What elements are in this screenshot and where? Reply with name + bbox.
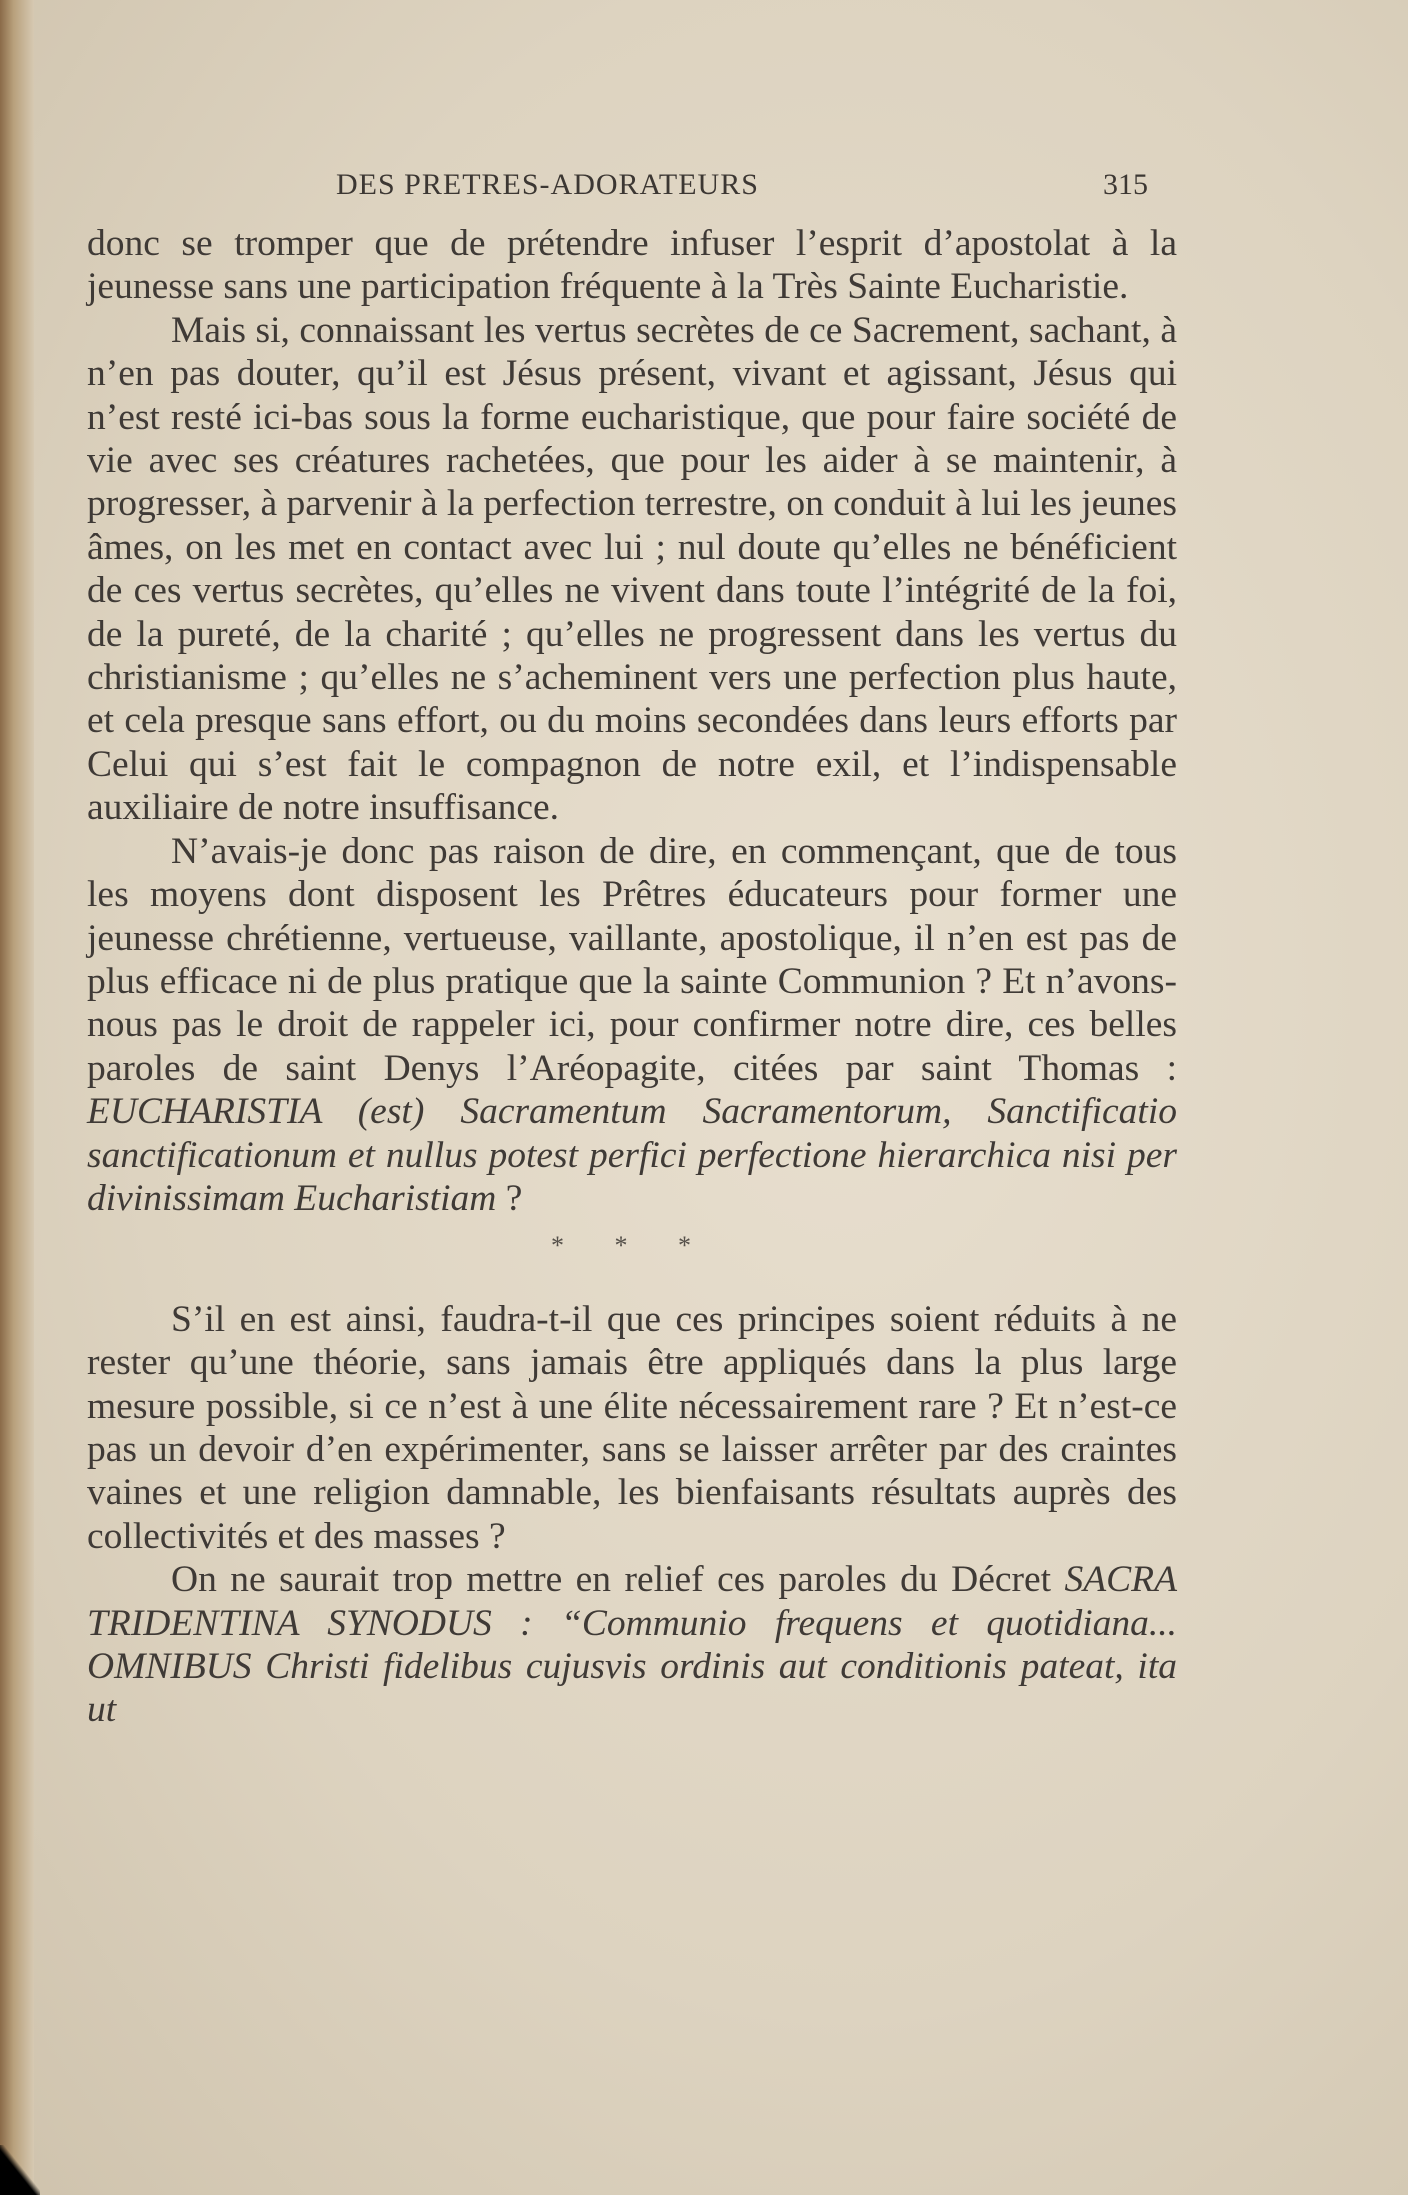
- latin-quotation-synodus: SACRA TRIDENTINA SYNODUS : “Communio frequens et quotidiana... OMNIBUS Christi fidelibus cujusvis ordinis aut conditionis pateat, ita ut: [87, 1559, 1177, 1731]
- paragraph-communion: [87, 830, 1177, 1221]
- running-title: DES PRETRES-ADORATEURS: [336, 168, 759, 201]
- running-header: [88, 168, 1148, 208]
- paragraph-continuation: donc se tromper que de prétendre infuser l’esprit d’apostolat à la jeunesse sans une participation fréquente à la Très Sainte Eucharistie.: [87, 223, 1177, 308]
- page-number: 315: [1103, 168, 1148, 201]
- paragraph-sacrement: Mais si, connaissant les vertus secrètes de ce Sacrement, sachant, à n’en pas douter, qu’il est Jésus présent, vivant et agissant, Jésus qui n’est resté ici-bas sous la forme eucharistique, que pour faire société de vie avec ses créatures rachetées, que pour les aider à se maintenir, à progresser, à parvenir à la perfection terrestre, on conduit à lui les jeunes âmes, on les met en contact avec lui ; nul doute qu’elles ne bénéficient de ces vertus secrètes, qu’elles ne vivent dans toute l’intégrité de la foi, de la pureté, de la charité ; qu’elles ne progressent dans les vertus du christianisme ; qu’elles ne s’acheminent vers une perfection plus haute, et cela presque sans effort, ou du moins secondées dans leurs efforts par Celui qui s’est fait le compagnon de notre exil, et l’indispensable auxiliaire de notre insuffisance.: [87, 309, 1177, 829]
- scan-corner-shadow: [0, 2145, 40, 2195]
- paragraph-decret: [87, 1558, 1177, 1732]
- paragraph-communion-end: ?: [496, 1177, 523, 1219]
- paragraph-communion-text: N’avais-je donc pas raison de dire, en commençant, que de tous les moyens dont disposent les Prêtres éducateurs pour former une jeunesse chrétienne, vertueuse, vaillante, apostolique, il n’en est pas de plus efficace ni de plus pratique que la sainte Communion ? Et n’avons-nous pas le droit de rappeler ici, pour confirmer notre dire, ces belles paroles de saint Denys l’Aréopagite, citées par saint Thomas :: [87, 830, 1177, 1089]
- paragraph-principes: S’il en est ainsi, faudra-t-il que ces principes soient réduits à ne rester qu’une théorie, sans jamais être appliqués dans la plus large mesure possible, si ce n’est à une élite nécessairement rare ? Et n’est-ce pas un devoir d’en expérimenter, sans se laisser arrêter par des craintes vaines et une religion damnable, les bienfaisants résultats auprès des collectivités et des masses ?: [87, 1298, 1177, 1557]
- latin-quotation-eucharistia: EUCHARISTIA (est) Sacramentum Sacramentorum, Sanctificatio sanctificationum et nullus potest perfici perfectione hierarchica nisi per divinissimam Eucharistiam: [87, 1091, 1177, 1219]
- book-spine: [0, 0, 34, 2195]
- body-text: [87, 222, 1177, 1732]
- section-separator: * * *: [551, 1231, 713, 1261]
- paragraph-decret-text: On ne saurait trop mettre en relief ces paroles du Décret: [171, 1559, 1065, 1601]
